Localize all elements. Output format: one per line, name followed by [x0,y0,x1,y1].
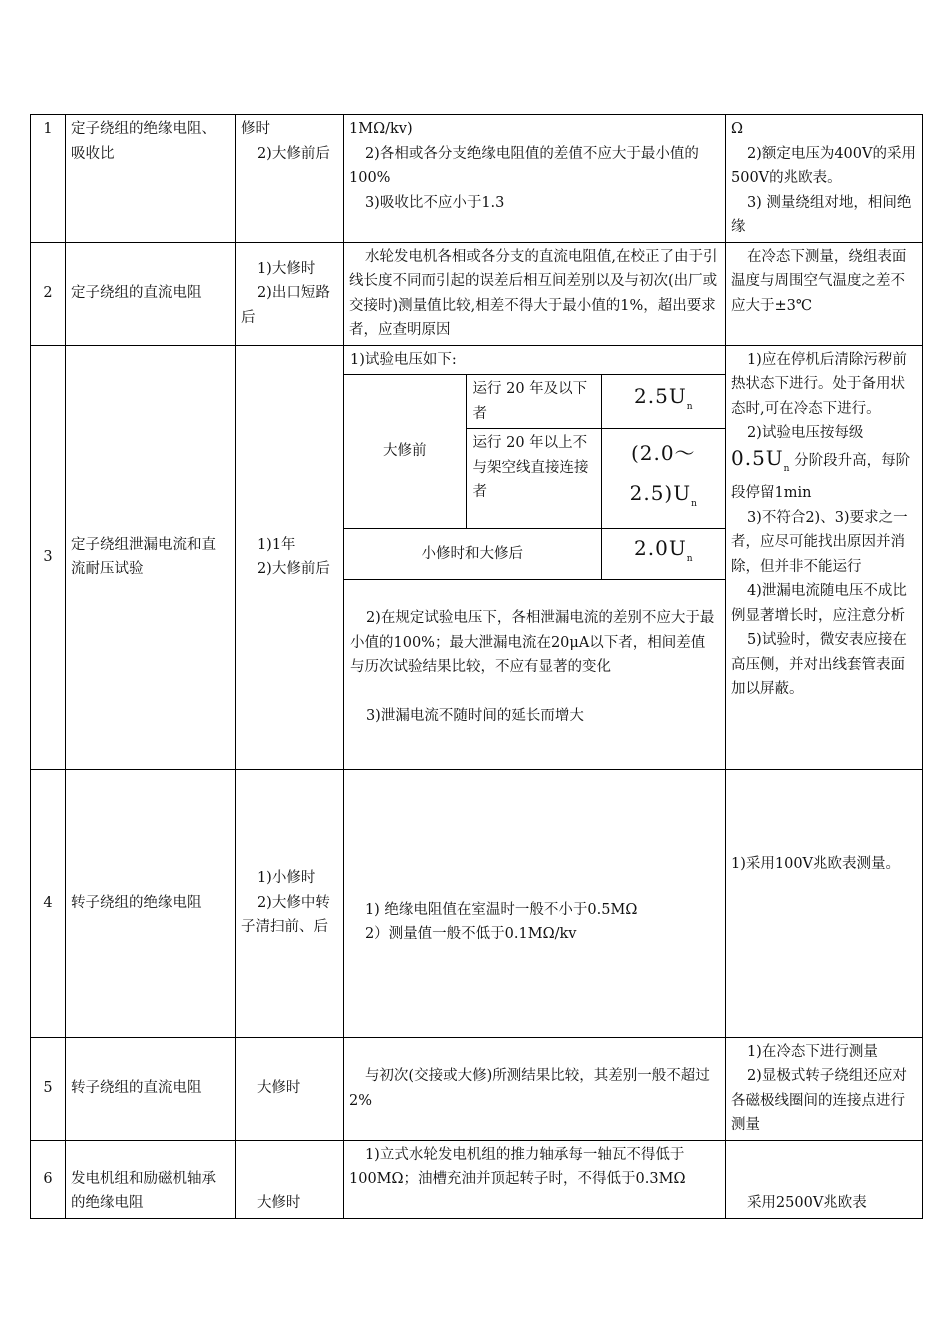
requirement-cell [344,1140,726,1218]
period-line: 1)大修时 [256,260,316,277]
voltage-subscript: n [691,499,697,509]
voltage-value [601,529,725,580]
note-line: 1)应在停机后清除污秽前热状态下进行。处于备用状态时,可在冷态下进行。 [731,351,907,417]
table-row [31,345,923,769]
note-line: 3)不符合2)、3)要求之一者，应尽可能找出原因并消除，但并非不能运行 [731,509,908,575]
voltage-value [601,375,725,429]
period-line: 大修时 [256,1080,301,1097]
requirement-cell [344,115,726,243]
note-line: 2)显极式转子绕组还应对各磁极线圈间的连接点进行测量 [731,1068,907,1133]
table-row [31,1037,923,1140]
note-cell [726,115,923,243]
period-line: 2)出口短路后 [241,285,330,326]
note-line: 1)采用100V兆欧表测量。 [731,855,901,872]
note-text: 2)试验电压按每级 [746,425,864,441]
item-name: 发电机组和励磁机轴承的绝缘电阻 [66,1140,236,1218]
test-items-table [30,114,923,1219]
item-name: 转子绕组的直流电阻 [66,1037,236,1140]
requirement-cell [344,345,726,769]
table-row [31,769,923,1037]
period-line: 大修时 [256,1195,301,1211]
voltage-subscript: n [686,554,693,565]
row-number: 6 [31,1140,66,1218]
requirement-line: 2)在规定试验电压下，各相泄漏电流的差别不应大于最小值的100%；最大泄漏电流在20μA以下者，相间差值与历次试验结果比较，不应有显著的变化 [350,610,715,675]
note-cell [726,769,923,1037]
row-number: 2 [31,242,66,345]
note-line: 在冷态下测量，绕组表面温度与周围空气温度之差不应大于±3℃ [731,248,907,314]
voltage-subscript: n [783,463,790,474]
note-line [731,421,917,446]
voltage-heading [344,346,725,375]
period-line: 2)大修前后 [256,561,330,577]
requirement-line: 3)吸收比不应小于1.3 [364,194,505,211]
note-text: 分阶段升高，每阶段停留1min [731,452,911,501]
note-line: 3) 测量绕组对地，相间绝缘 [731,194,912,235]
table-row [31,1140,923,1218]
row-number: 3 [31,345,66,769]
requirement-line: 1MΩ/kv) [349,121,413,137]
note-line: 4)泄漏电流随电压不成比例显著增长时，应注意分析 [731,583,907,624]
voltage-number: 2.0U [634,536,687,561]
requirement-line: 1) 绝缘电阻值在室温时一般不小于0.5MΩ [364,901,638,918]
requirement-line: 2)各相或各分支绝缘电阻值的差值不应大于最小值的100% [349,145,699,186]
note-cell [726,1037,923,1140]
period-cell [236,1037,344,1140]
period-line: 1)小修时 [256,870,316,887]
requirement-line: 与初次(交接或大修)所测结果比较，其差别一般不超过2% [349,1068,710,1109]
note-cell [726,242,923,345]
row-number: 4 [31,769,66,1037]
voltage-heading-text: 1)试验电压如下: [350,351,457,368]
voltage-value [601,429,725,529]
note-line: 2)额定电压为400V的采用500V的兆欧表。 [731,145,916,186]
note-line [731,446,917,506]
note-line: 5)试验时，微安表应接在高压侧，并对出线套管表面加以屏蔽。 [731,632,907,697]
note-cell [726,345,923,769]
period-line: 1)1年 [256,536,296,553]
row-number: 1 [31,115,66,243]
requirement-line: 2）测量值一般不低于0.1MΩ/kv [364,926,577,942]
requirement-cell [344,242,726,345]
requirement-line: 水轮发电机各相或各分支的直流电阻值,在校正了由于引线长度不同而引起的误差后相互间差别以及与初次(出厂或交接时)测量值比较,相差不得大于最小值的1%，超出要求者，应查明原因 [349,248,718,338]
voltage-number: 0.5U [731,445,784,470]
voltage-subscript: n [686,401,693,412]
row-number: 5 [31,1037,66,1140]
label-after-overhaul: 小修时和大修后 [344,529,601,580]
item-name: 定子绕组泄漏电流和直流耐压试验 [66,345,236,769]
period-line: 2)大修前后 [256,145,330,162]
voltage-number: 2.5)U [629,481,692,505]
period-cell [236,1140,344,1218]
label-before-overhaul: 大修前 [344,375,466,529]
period-line: 2)大修中转子清扫前、后 [241,894,330,936]
item-name: 转子绕组的绝缘电阻 [66,769,236,1037]
requirement-line: 3)泄漏电流不随时间的延长而增大 [365,707,584,724]
voltage-number: 2.5U [634,383,687,408]
condition-cell: 运行 20 年以上不与架空线直接连接者 [466,429,601,529]
period-cell [236,345,344,769]
table-row [31,115,923,243]
note-cell [726,1140,923,1218]
note-line: Ω [731,121,744,137]
requirement-line: 1)立式水轮发电机组的推力轴承每一轴瓦不得低于 100MΩ；油槽充油并顶起转子时，不得低于0.3MΩ [349,1146,686,1187]
condition-cell: 运行 20 年及以下者 [466,375,601,429]
note-line: 采用2500V兆欧表 [746,1195,867,1211]
requirement-cell [344,1037,726,1140]
table-row [31,242,923,345]
requirement-cell [344,769,726,1037]
voltage-number: (2.0～ [630,441,696,465]
item-name: 定子绕组的绝缘电阻、吸收比 [66,115,236,243]
period-cell [236,242,344,345]
item-name: 定子绕组的直流电阻 [66,242,236,345]
leakage-requirements [344,580,725,749]
test-voltage-table [344,346,725,749]
period-line: 修时 [241,121,270,137]
period-cell [236,115,344,243]
note-line: 1)在冷态下进行测量 [746,1043,878,1060]
period-cell [236,769,344,1037]
